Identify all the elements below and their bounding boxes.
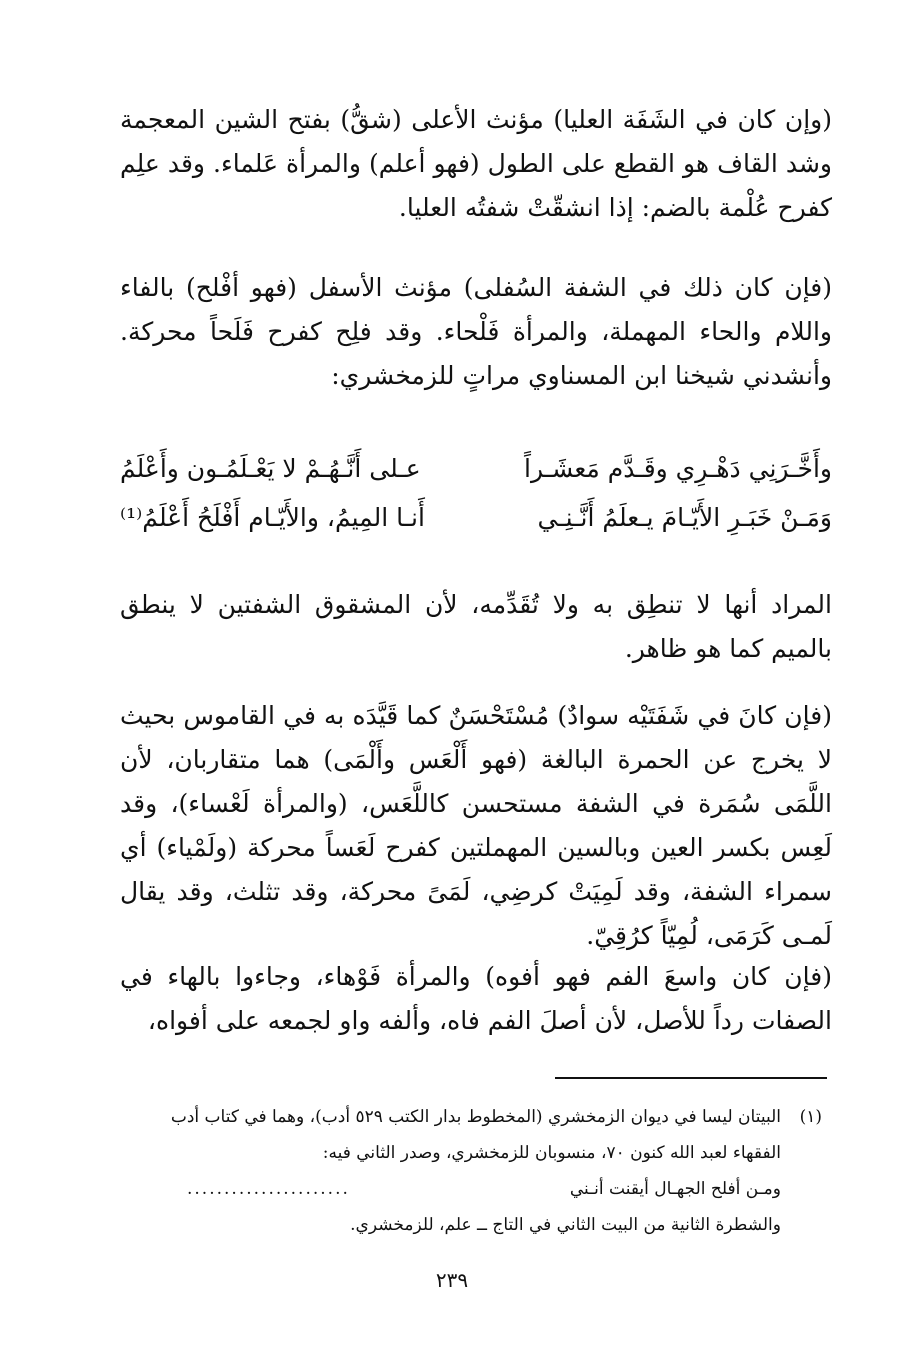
- footnote-line-4: والشطرة الثانية من البيت الثاني في التاج ــ علم، للزمخشري.: [350, 1215, 781, 1235]
- footnote-marker: (١): [799, 1107, 822, 1127]
- footnote-line-1: البيتان ليسا في ديوان الزمخشري (المخطوط بدار الكتب ٥٢٩ أدب)، وهما في كتاب أدب: [170, 1107, 781, 1127]
- paragraph-lower-lip: (فإن كان ذلك في الشفة السُفلى) مؤنث الأسفل (فهو أفْلح) بالفاء واللام والحاء المهملة، والمرأة فَلْحاء. وقد فلِح كفرح فَلَحاً محركة. وأنشدني شيخنا ابن المسناوي مراتٍ للزمخشري:: [120, 273, 832, 390]
- footnote-verse-first: ومـن أفلح الجهـال أيقنت أنـني: [569, 1179, 781, 1199]
- paragraph-upper-lip: (وإن كان في الشَفَة العليا) مؤنث الأعلى (شقُّ) بفتح الشين المعجمة وشد القاف هو القطع على الطول (فهو أعلم) والمرأة عَلماء. وقد علِم كفرح عُلْمة بالضم: إذا انشقّتْ شفتُه العليا.: [120, 105, 832, 222]
- page-number: ٢٣٩: [435, 1268, 469, 1292]
- verse-line-2: [120, 496, 832, 540]
- footnote-verse-ellipsis: ......................: [187, 1179, 350, 1199]
- paragraph-meaning: المراد أنها لا تنطِق به ولا تُقَدِّمه، لأن المشقوق الشفتين لا ينطق بالميم كما هو ظاهر.: [120, 590, 832, 663]
- paragraph-dark-lips: (فإن كانَ في شَفَتَيْه سوادٌ) مُسْتَحْسَنٌ كما قَيَّدَه به في القاموس بحيث لا يخرج عن الحمرة البالغة (فهو أَلْعَس وأَلْمَى) هما متقاربان، لأن اللَّمَى سُمَرة في الشفة مستحسن كاللَّعَس، (والمرأة لَعْساء)، وقد لَعِس بكسر العين وبالسين المهملتين كفرح لَعَساً محركة (ولَمْياء) أي سمراء الشفة، وقد لَمِيَتْ كرضِي، لَمَىً محركة، وقد تثلث، وقد يقال لَمـى كَرَمَى، لُمِيّاً كرُقِيّ.: [120, 701, 832, 950]
- paragraph-wide-mouth: (فإن كان واسعَ الفم فهو أفوه) والمرأة فَوْهاء، وجاءوا بالهاء في الصفات رداً للأصل، لأن أصلَ الفم فاه، وألفه واو لجمعه على أفواه،: [120, 962, 832, 1035]
- footnote-line-2: الفقهاء لعبد الله كنون ٧٠، منسوبان للزمخشري، وصدر الثاني فيه:: [322, 1143, 781, 1163]
- verse-1-second-hemistich: عـلى أَنَّـهُـمْ لا يَعْـلَمُـون وأَعْلَمُ: [120, 454, 421, 483]
- footnote-separator: [555, 1077, 827, 1079]
- verse-2-second-hemistich: أَنـا المِيمُ، والأَيّـام أَفْلَحُ أَعْلَمُ⁽¹⁾: [120, 503, 425, 532]
- verse-line-1: [120, 447, 832, 491]
- verse-2-first-hemistich: وَمَـنْ خَبَـرِ الأَيّـامَ يـعلَمُ أَنَّـنِـي: [537, 503, 832, 532]
- verse-1-first-hemistich: وأَخَّـرَنِي دَهْـرِي وقَـدَّم مَعشَـراً: [524, 454, 832, 483]
